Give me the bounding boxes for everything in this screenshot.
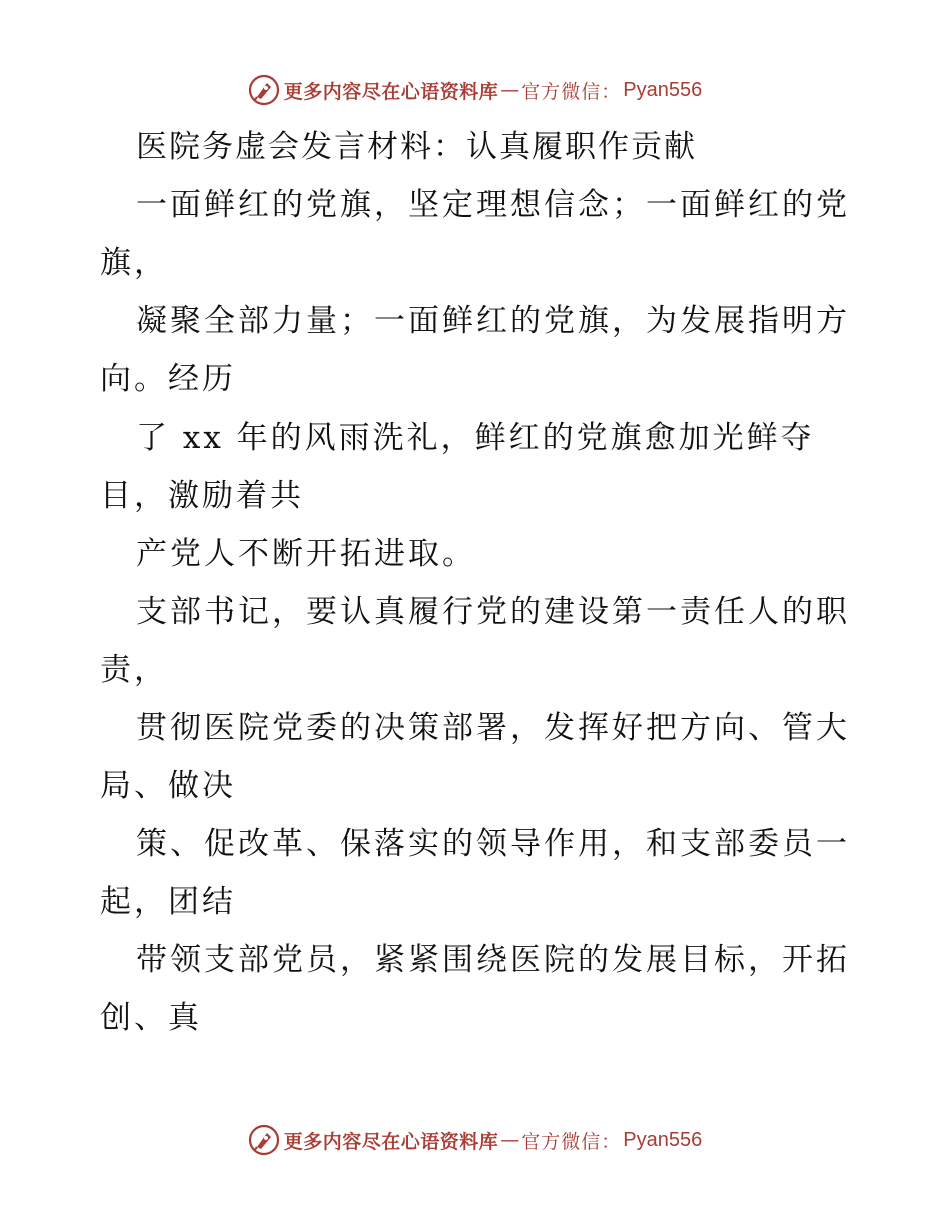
watermark-dash: —: [500, 79, 520, 101]
text-line: 责，: [100, 652, 168, 688]
watermark-text: 更多内容尽在心语资料库: [283, 80, 499, 103]
text-line: 贯彻医院党委的决策部署，发挥好把方向、管大: [136, 710, 850, 746]
watermark-dash: —: [500, 1129, 520, 1151]
text-line: 起，团结: [100, 884, 236, 920]
text-line: 目，激励着共: [100, 478, 304, 514]
watermark-banner-top: [0, 70, 950, 110]
text-line: 策、促改革、保落实的领导作用，和支部委员一: [136, 826, 850, 862]
watermark-wechat-label: 官方微信：: [521, 1130, 622, 1153]
text-line: 带领支部党员，紧紧围绕医院的发展目标，开拓: [136, 942, 850, 978]
watermark-wechat-id: Pyan556: [623, 1128, 703, 1151]
pen-nib-logo-icon: [248, 74, 280, 106]
text-line: 向。经历: [100, 361, 236, 397]
text-line: 支部书记，要认真履行党的建设第一责任人的职: [136, 594, 850, 630]
watermark-wechat-id: Pyan556: [623, 78, 703, 101]
text-line: 凝聚全部力量；一面鲜红的党旗，为发展指明方: [136, 303, 850, 339]
text-line: 一面鲜红的党旗，坚定理想信念；一面鲜红的党: [136, 187, 850, 223]
document-title: 医院务虚会发言材料：认真履职作贡献: [136, 129, 697, 165]
text-line: 了 xx 年的风雨洗礼，鲜红的党旗愈加光鲜夺: [136, 420, 815, 456]
watermark-banner-bottom: [0, 1120, 950, 1160]
text-line: 创、真: [100, 1000, 202, 1036]
watermark-text: 更多内容尽在心语资料库: [283, 1130, 499, 1153]
watermark-wechat-label: 官方微信：: [521, 80, 622, 103]
text-line: 旗，: [100, 245, 168, 281]
text-line: 产党人不断开拓进取。: [136, 536, 476, 572]
pen-nib-logo-icon: [248, 1124, 280, 1156]
text-line: 局、做决: [100, 768, 236, 804]
